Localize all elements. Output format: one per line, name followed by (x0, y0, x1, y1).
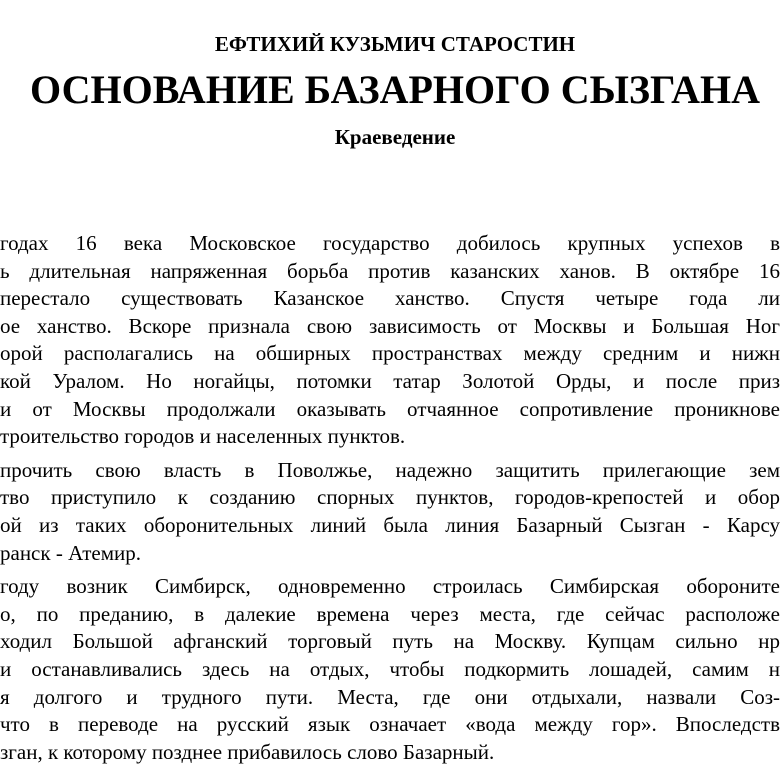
document-genre: Краеведение (334, 125, 456, 149)
paragraph-1 (0, 230, 780, 451)
text-line: ое ханство. Вскоре признала свою зависимость от Москвы и Большая Ног (0, 313, 780, 338)
text-line: кой Уралом. Но ногайцы, потомки татар Золотой Орды, и после приз (0, 368, 780, 393)
text-line: зган, к которому позднее прибавилось слово Базарный. (0, 739, 495, 764)
text-line: году возник Симбирск, одновременно строилась Симбирская обороните (0, 574, 780, 599)
text-line: троительство городов и населенных пунктов. (0, 424, 406, 449)
text-line: что в переводе на русский язык означает «вода между гор». Впоследств (0, 712, 780, 737)
body-text (0, 230, 780, 766)
author-name: ЕФТИХИЙ КУЗЬМИЧ СТАРОСТИН (214, 32, 576, 56)
text-line: годах 16 века Московское государство добилось крупных успехов в (0, 231, 780, 255)
text-line: орой располагались на обширных пространствах между средним и нижн (0, 341, 780, 366)
text-line: тво приступило к созданию спорных пунктов, городов-крепостей и обор (0, 485, 780, 510)
text-line: о, по преданию, в далекие времена через места, где сейчас расположе (0, 601, 780, 626)
text-line: перестало существовать Казанское ханство. Спустя четыре года ли (0, 286, 780, 311)
paragraph-2 (0, 457, 780, 567)
text-line: ходил Большой афганский торговый путь на Москву. Купцам сильно нр (0, 629, 780, 654)
document-title: ОСНОВАНИЕ БАЗАРНОГО СЫЗГАНА (30, 67, 760, 112)
text-line: я долгого и трудного пути. Места, где они отдыхали, назвали Соз- (0, 684, 780, 709)
paragraph-3 (0, 573, 780, 766)
text-line: ой из таких оборонительных линий была линия Базарный Сызган - Карсу (0, 512, 780, 537)
text-line: и останавливались здесь на отдых, чтобы подкормить лошадей, самим н (0, 656, 780, 681)
text-line: прочить свою власть в Поволжье, надежно защитить прилегающие зем (0, 457, 780, 482)
text-line: ь длительная напряженная борьба против казанских ханов. В октябре 16 (0, 258, 780, 283)
text-line: ранск - Атемир. (0, 540, 141, 565)
text-line: и от Москвы продолжали оказывать отчаянное сопротивление проникнове (0, 396, 780, 421)
